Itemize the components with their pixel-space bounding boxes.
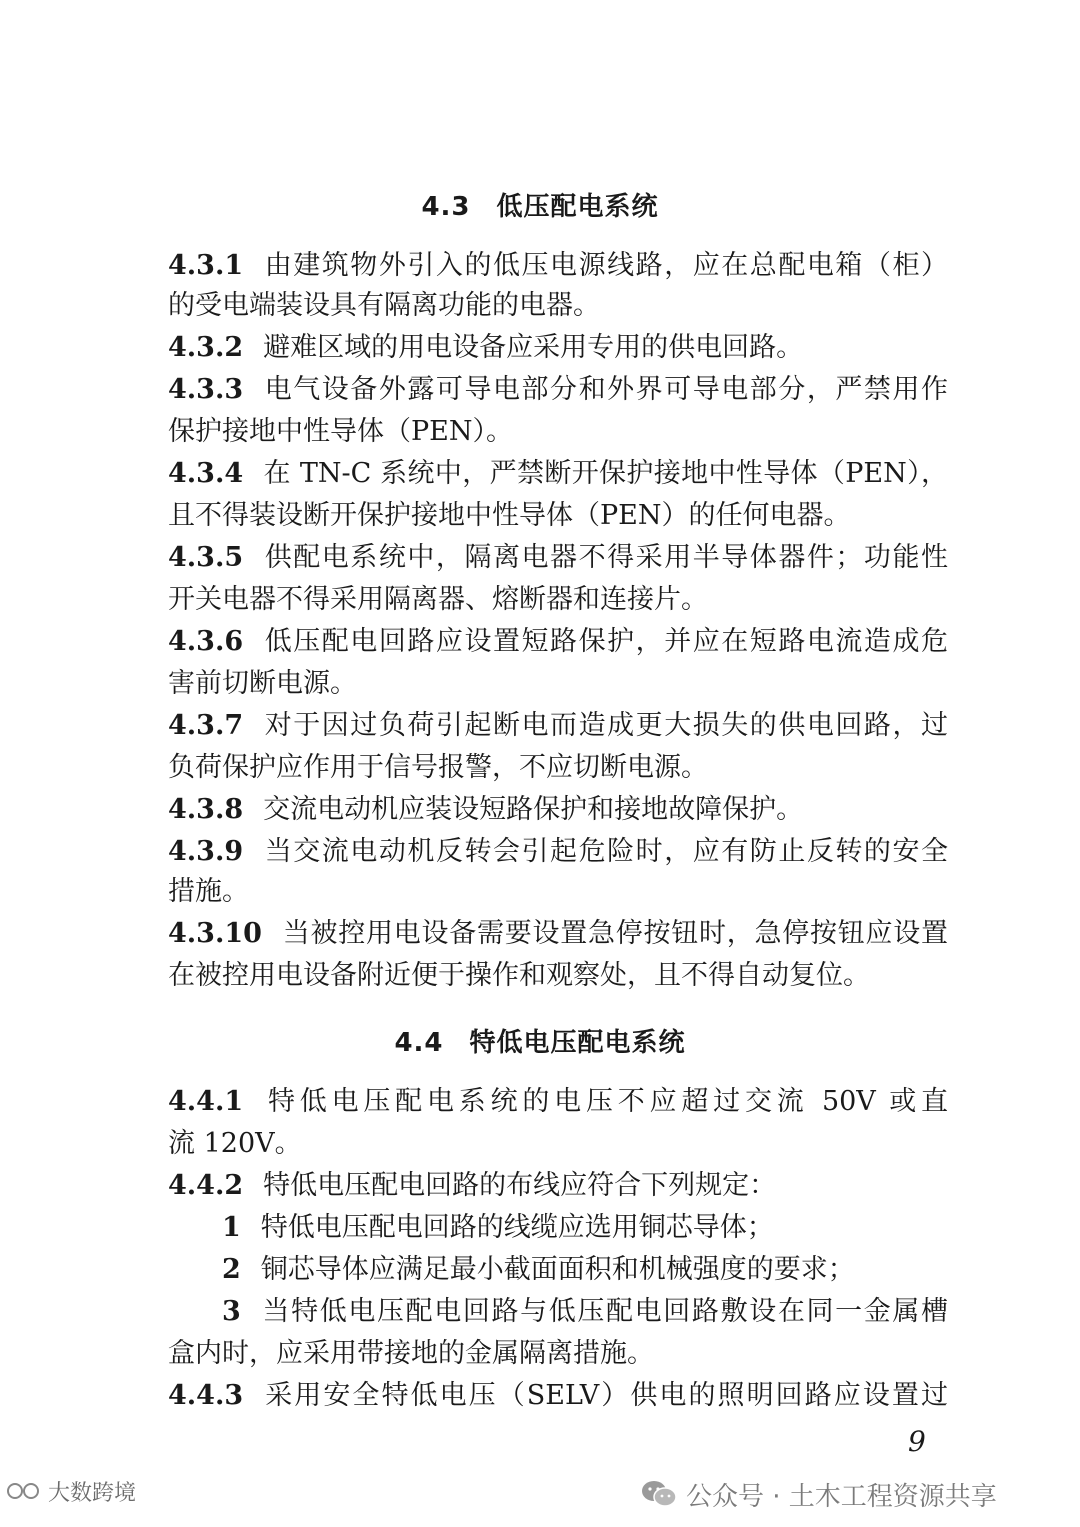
clause-4-3-6-line-2: 害前切断电源。 — [168, 668, 357, 699]
clause-number: 4.3.10 — [168, 918, 262, 949]
clause-number: 4.3.3 — [168, 374, 244, 405]
clause-4-3-3-line-2: 保护接地中性导体（PEN）。 — [168, 416, 514, 447]
clause-number: 4.3.4 — [168, 458, 244, 489]
clause-4-3-5-line-2: 开关电器不得采用隔离器、熔断器和连接片。 — [168, 584, 708, 615]
clause-4-3-9-line-2: 措施。 — [168, 876, 249, 907]
clause-4-3-10-line-1: 4.3.10 当被控用电设备需要设置急停按钮时，急停按钮应设置 — [168, 918, 948, 949]
clause-4-3-7-line-2: 负荷保护应作用于信号报警，不应切断电源。 — [168, 752, 708, 783]
clause-4-3-8-line-1: 4.3.8 交流电动机应装设短路保护和接地故障保护。 — [168, 794, 804, 825]
clause-number: 4.3.6 — [168, 626, 244, 657]
clause-number: 4.3.1 — [168, 250, 244, 281]
clause-4-3-7-line-1: 4.3.7 对于因过负荷引起断电而造成更大损失的供电回路，过 — [168, 710, 948, 741]
clause-4-3-1-line-1: 4.3.1 由建筑物外引入的低压电源线路，应在总配电箱（柜） — [168, 250, 948, 281]
clause-4-4-3-line-1: 4.4.3 采用安全特低电压（SELV）供电的照明回路应设置过 — [168, 1380, 948, 1411]
clause-number: 4.4.1 — [168, 1086, 244, 1117]
wechat-icon — [640, 1479, 678, 1516]
clause-4-3-3-line-1: 4.3.3 电气设备外露可导电部分和外界可导电部分，严禁用作 — [168, 374, 948, 405]
clause-4-3-1-line-2: 的受电端装设具有隔离功能的电器。 — [168, 290, 600, 321]
clause-4-3-4-line-1: 4.3.4 在 TN-C 系统中，严禁断开保护接地中性导体（PEN）， — [168, 458, 948, 489]
clause-number: 4.4.3 — [168, 1380, 244, 1411]
clause-number: 4.3.8 — [168, 794, 244, 825]
clause-number: 4.3.5 — [168, 542, 244, 573]
clause-number: 4.4.2 — [168, 1170, 244, 1201]
brand-logo-icon — [6, 1480, 40, 1508]
section-heading-4-4: 4.4 特低电压配电系统 — [394, 1028, 686, 1058]
clause-4-3-2-line-1: 4.3.2 避难区域的用电设备应采用专用的供电回路。 — [168, 332, 804, 363]
clause-4-4-2-item-3-line-1: 3 当特低电压配电回路与低压配电回路敷设在同一金属槽 — [222, 1296, 948, 1327]
clause-4-4-2-item-2: 2 铜芯导体应满足最小截面面积和机械强度的要求； — [222, 1254, 855, 1285]
clause-4-3-9-line-1: 4.3.9 当交流电动机反转会引起危险时，应有防止反转的安全 — [168, 836, 948, 867]
clause-number: 4.3.2 — [168, 332, 244, 363]
clause-4-3-4-line-2: 且不得装设断开保护接地中性导体（PEN）的任何电器。 — [168, 500, 851, 531]
watermark-left: 大数跨境 — [6, 1476, 136, 1508]
page-number: 9 — [908, 1425, 926, 1458]
clause-4-4-1-line-2: 流 120V。 — [168, 1128, 302, 1159]
section-heading-4-3: 4.3 低压配电系统 — [421, 192, 659, 222]
watermark-right: 公众号 · 土木工程资源共享 — [640, 1476, 997, 1516]
clause-4-4-2-line-1: 4.4.2 特低电压配电回路的布线应符合下列规定： — [168, 1170, 777, 1201]
clause-4-4-1-line-1: 4.4.1 特低电压配电系统的电压不应超过交流 50V 或直 — [168, 1086, 948, 1117]
clause-4-4-2-item-1: 1 特低电压配电回路的线缆应选用铜芯导体； — [222, 1212, 774, 1243]
clause-number: 4.3.7 — [168, 710, 244, 741]
clause-number: 4.3.9 — [168, 836, 244, 867]
clause-4-3-5-line-1: 4.3.5 供配电系统中，隔离电器不得采用半导体器件；功能性 — [168, 542, 948, 573]
clause-4-3-10-line-2: 在被控用电设备附近便于操作和观察处，且不得自动复位。 — [168, 960, 870, 991]
clause-4-4-2-item-3-line-2: 盒内时，应采用带接地的金属隔离措施。 — [168, 1338, 654, 1369]
clause-4-3-6-line-1: 4.3.6 低压配电回路应设置短路保护，并应在短路电流造成危 — [168, 626, 948, 657]
